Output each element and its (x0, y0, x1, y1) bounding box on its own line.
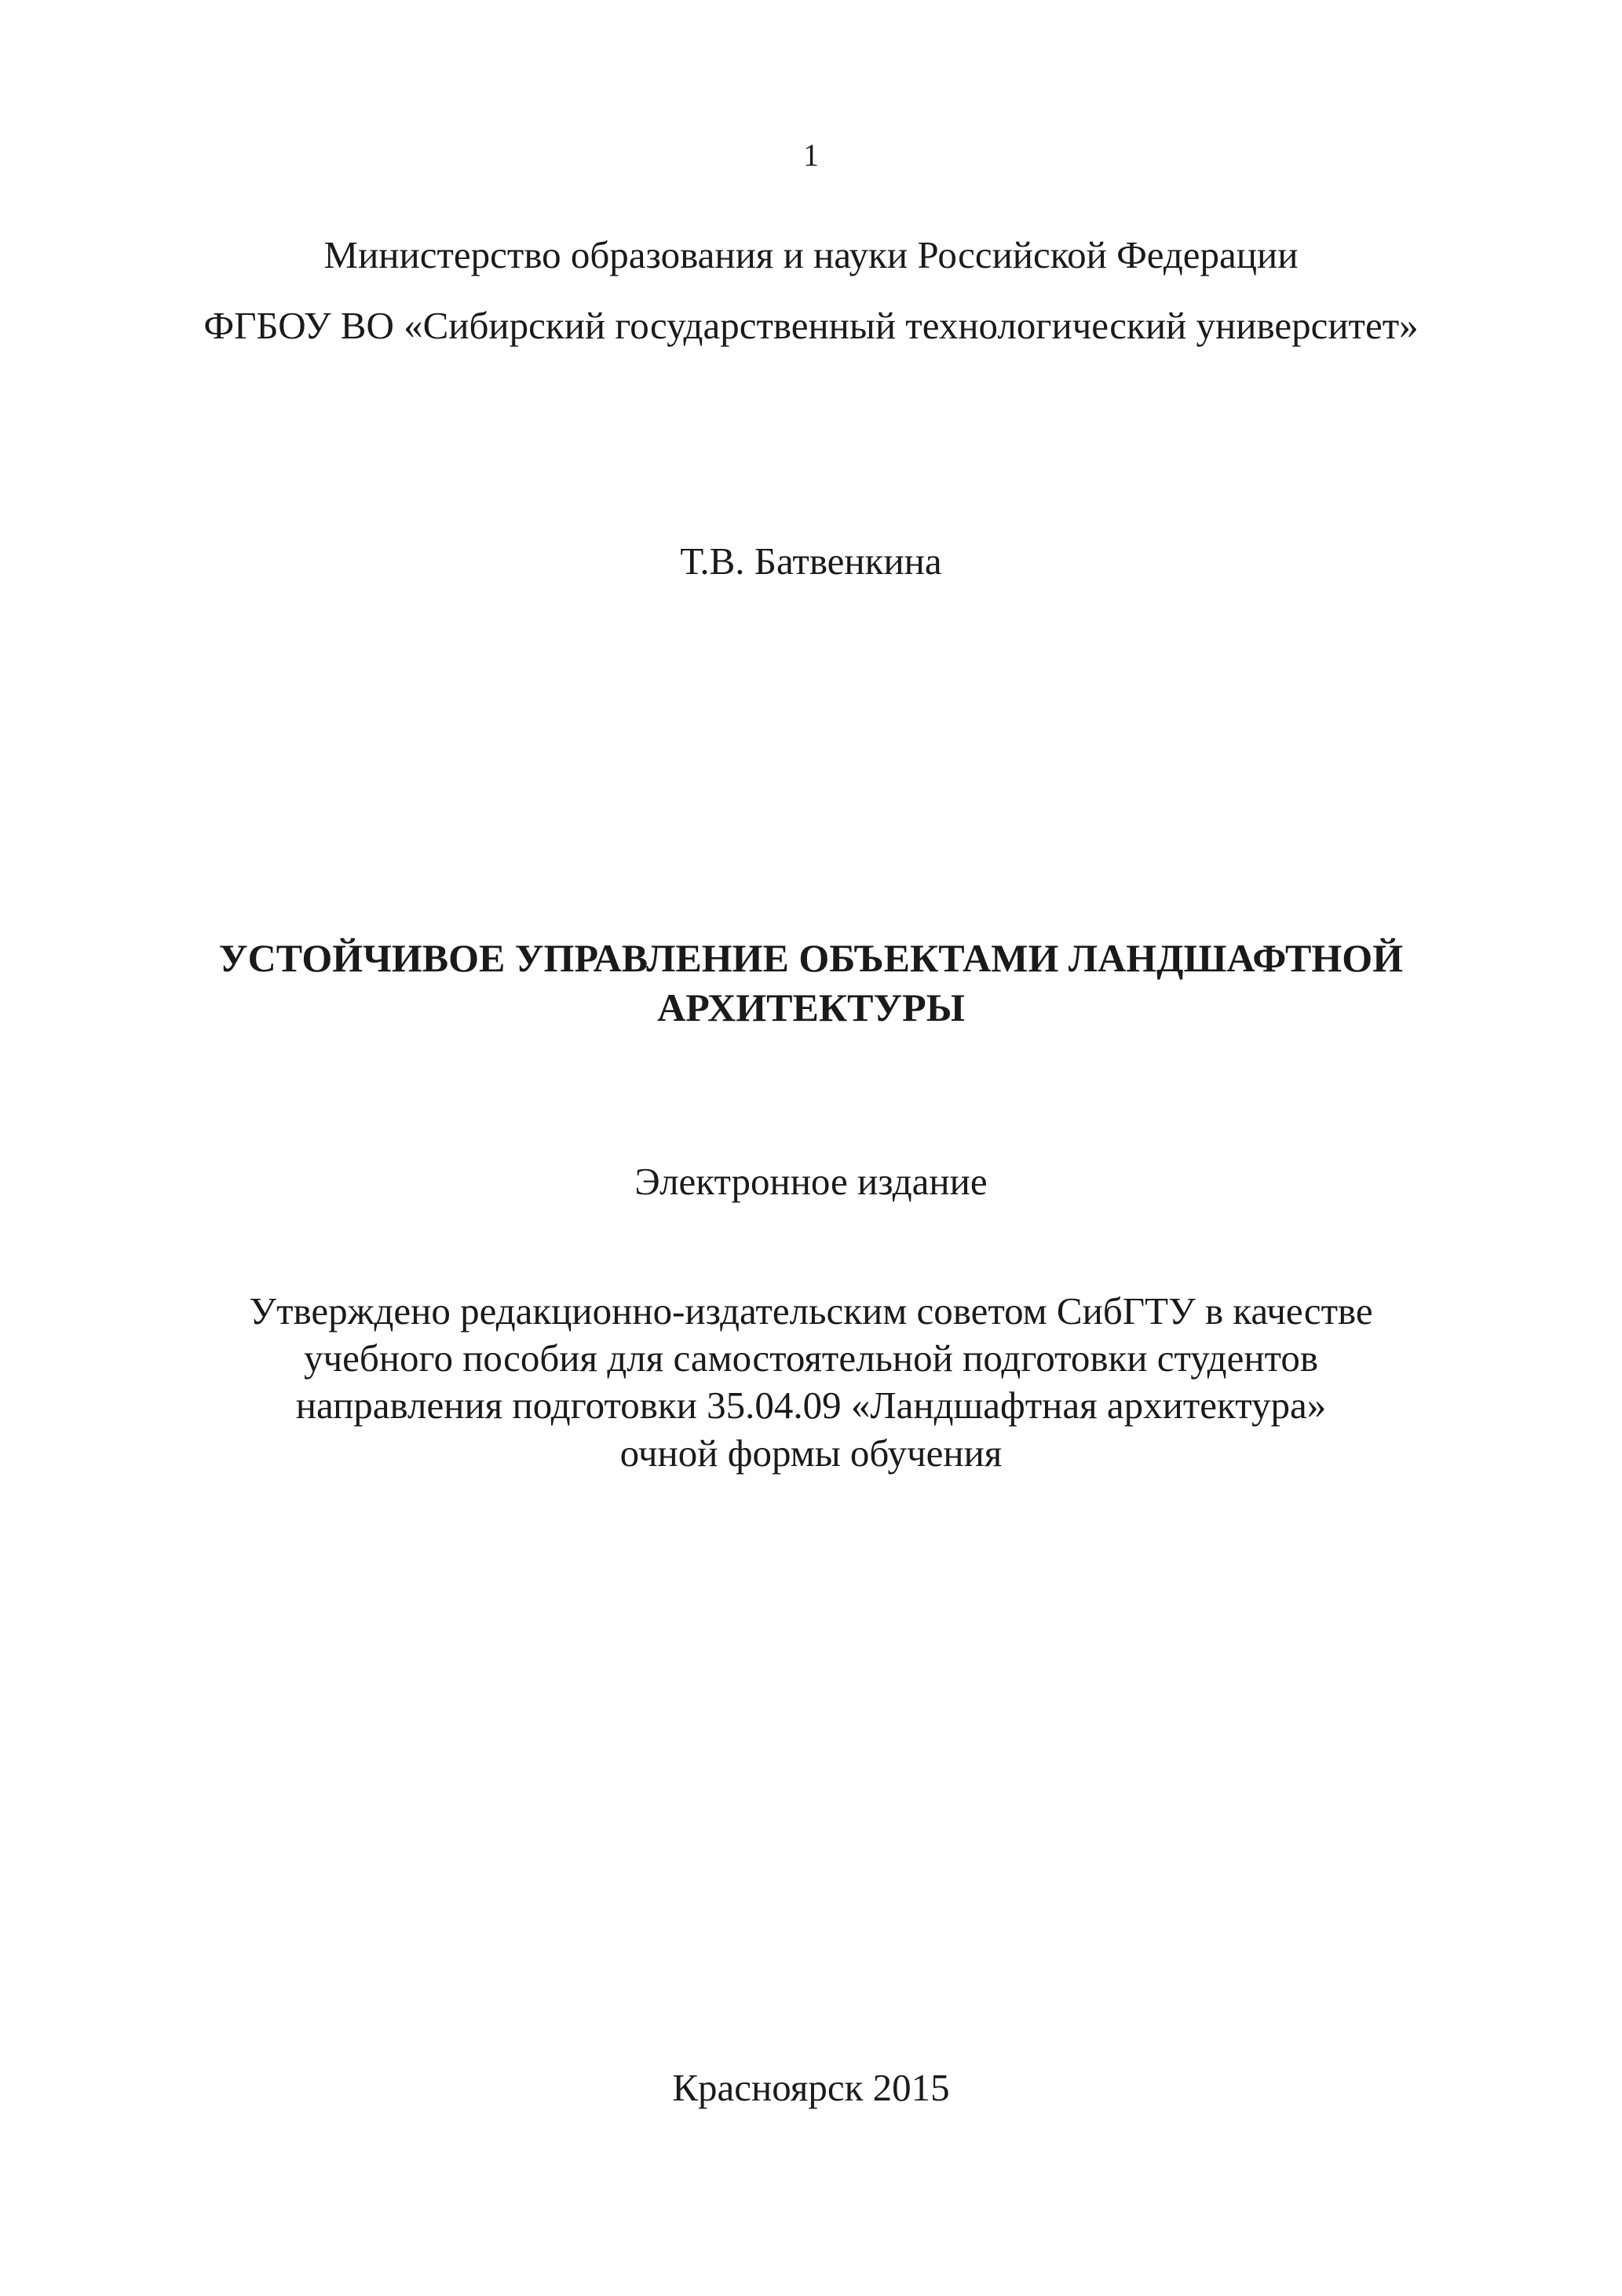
approval-note-line-1: Утверждено редакционно-издательским советом СибГТУ в качестве (249, 1289, 1373, 1333)
edition-type: Электронное издание (634, 1160, 988, 1203)
university-heading: ФГБОУ ВО «Сибирский государственный технологический университет» (203, 304, 1419, 347)
approval-note-line-2: учебного пособия для самостоятельной подготовки студентов (304, 1336, 1318, 1380)
document-title-line-2: АРХИТЕКТУРЫ (657, 985, 965, 1029)
document-title-line-1: УСТОЙЧИВОЕ УПРАВЛЕНИЕ ОБЪЕКТАМИ ЛАНДШАФТНОЙ (218, 936, 1404, 980)
city-year: Красноярск 2015 (672, 2066, 950, 2109)
ministry-heading: Министерство образования и науки Российской Федерации (323, 233, 1299, 276)
author-name: Т.В. Батвенкина (680, 539, 942, 583)
approval-note-line-4: очной формы обучения (619, 1431, 1003, 1475)
approval-note-line-3: направления подготовки 35.04.09 «Ландшафтная архитектура» (295, 1384, 1327, 1427)
